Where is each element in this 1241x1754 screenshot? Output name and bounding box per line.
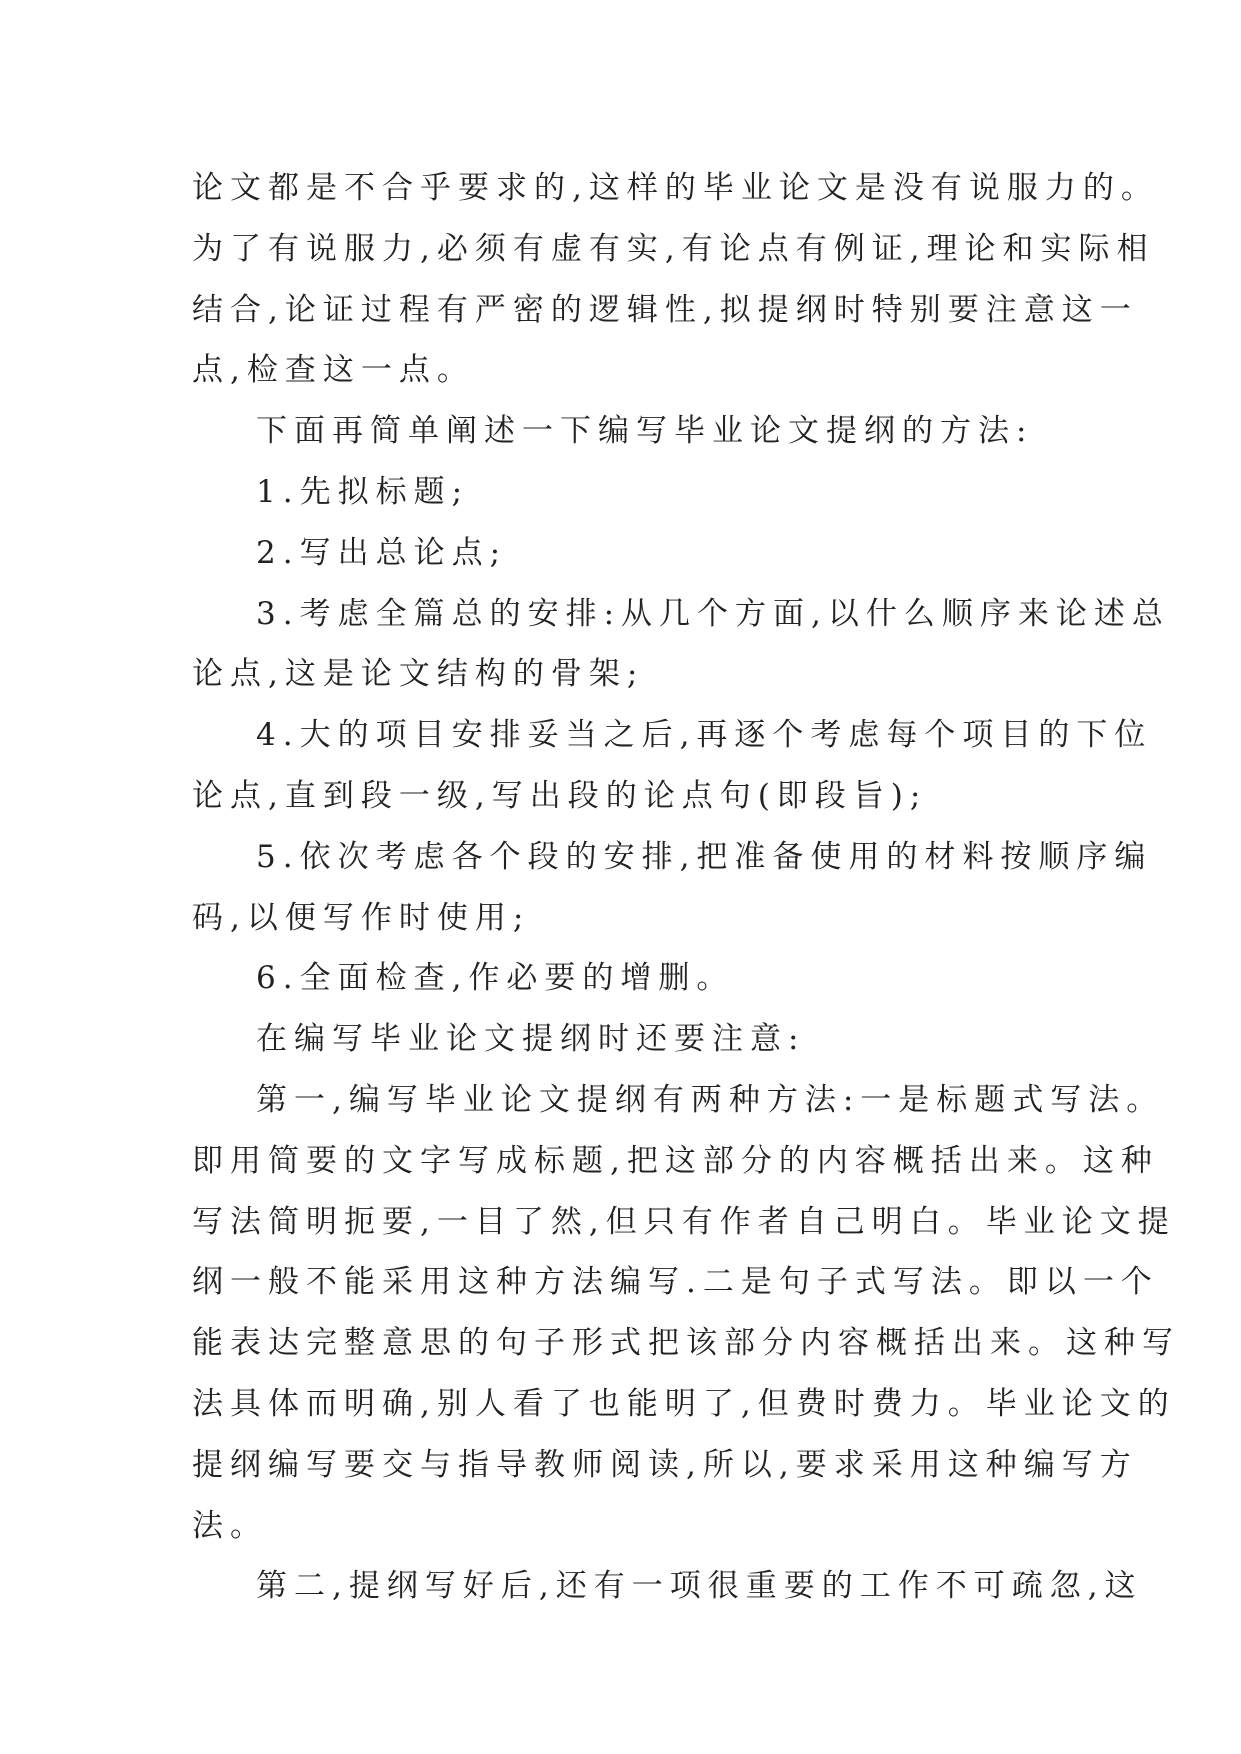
text-line: 论文都是不合乎要求的,这样的毕业论文是没有说服力的。	[192, 170, 1159, 206]
text-line: 论点,直到段一级,写出段的论点句(即段旨);	[192, 777, 928, 814]
text-line: 第二,提纲写好后,还有一项很重要的工作不可疏忽,这	[256, 1568, 1143, 1605]
text-line: 纲一般不能采用这种方法编写.二是句子式写法。即以一个	[192, 1264, 1159, 1301]
text-line: 能表达完整意思的句子形式把该部分内容概括出来。这种写	[192, 1325, 1180, 1362]
text-line: 下面再简单阐述一下编写毕业论文提纲的方法:	[256, 413, 1034, 450]
text-line: 码,以便写作时使用;	[192, 899, 531, 936]
text-line: 法具体而明确,别人看了也能明了,但费时费力。毕业论文的	[192, 1385, 1176, 1422]
text-line: 2.写出总论点;	[256, 534, 508, 571]
text-line: 6.全面检查,作必要的增删。	[256, 960, 735, 997]
text-line: 写法简明扼要,一目了然,但只有作者自己明白。毕业论文提	[192, 1203, 1176, 1240]
text-line: 提纲编写要交与指导教师阅读,所以,要求采用这种编写方	[192, 1446, 1138, 1483]
text-line: 即用简要的文字写成标题,把这部分的内容概括出来。这种	[192, 1142, 1159, 1179]
text-line: 为了有说服力,必须有虚有实,有论点有例证,理论和实际相	[192, 230, 1155, 267]
text-line: 5.依次考虑各个段的安排,把准备使用的材料按顺序编	[256, 838, 1153, 875]
text-line: 结合,论证过程有严密的逻辑性,拟提纲时特别要注意这一	[192, 291, 1138, 328]
text-line: 论点,这是论文结构的骨架;	[192, 656, 645, 693]
text-line: 第一,编写毕业论文提纲有两种方法:一是标题式写法。	[256, 1081, 1165, 1118]
text-line: 1.先拟标题;	[256, 473, 470, 510]
text-line: 点,检查这一点。	[192, 352, 475, 389]
body-text	[192, 158, 1180, 1617]
text-line: 法。	[192, 1507, 268, 1544]
text-line: 4.大的项目安排妥当之后,再逐个考虑每个项目的下位	[256, 717, 1153, 754]
text-line: 3.考虑全篇总的安排:从几个方面,以什么顺序来论述总	[256, 595, 1170, 632]
text-line: 在编写毕业论文提纲时还要注意:	[256, 1021, 806, 1058]
